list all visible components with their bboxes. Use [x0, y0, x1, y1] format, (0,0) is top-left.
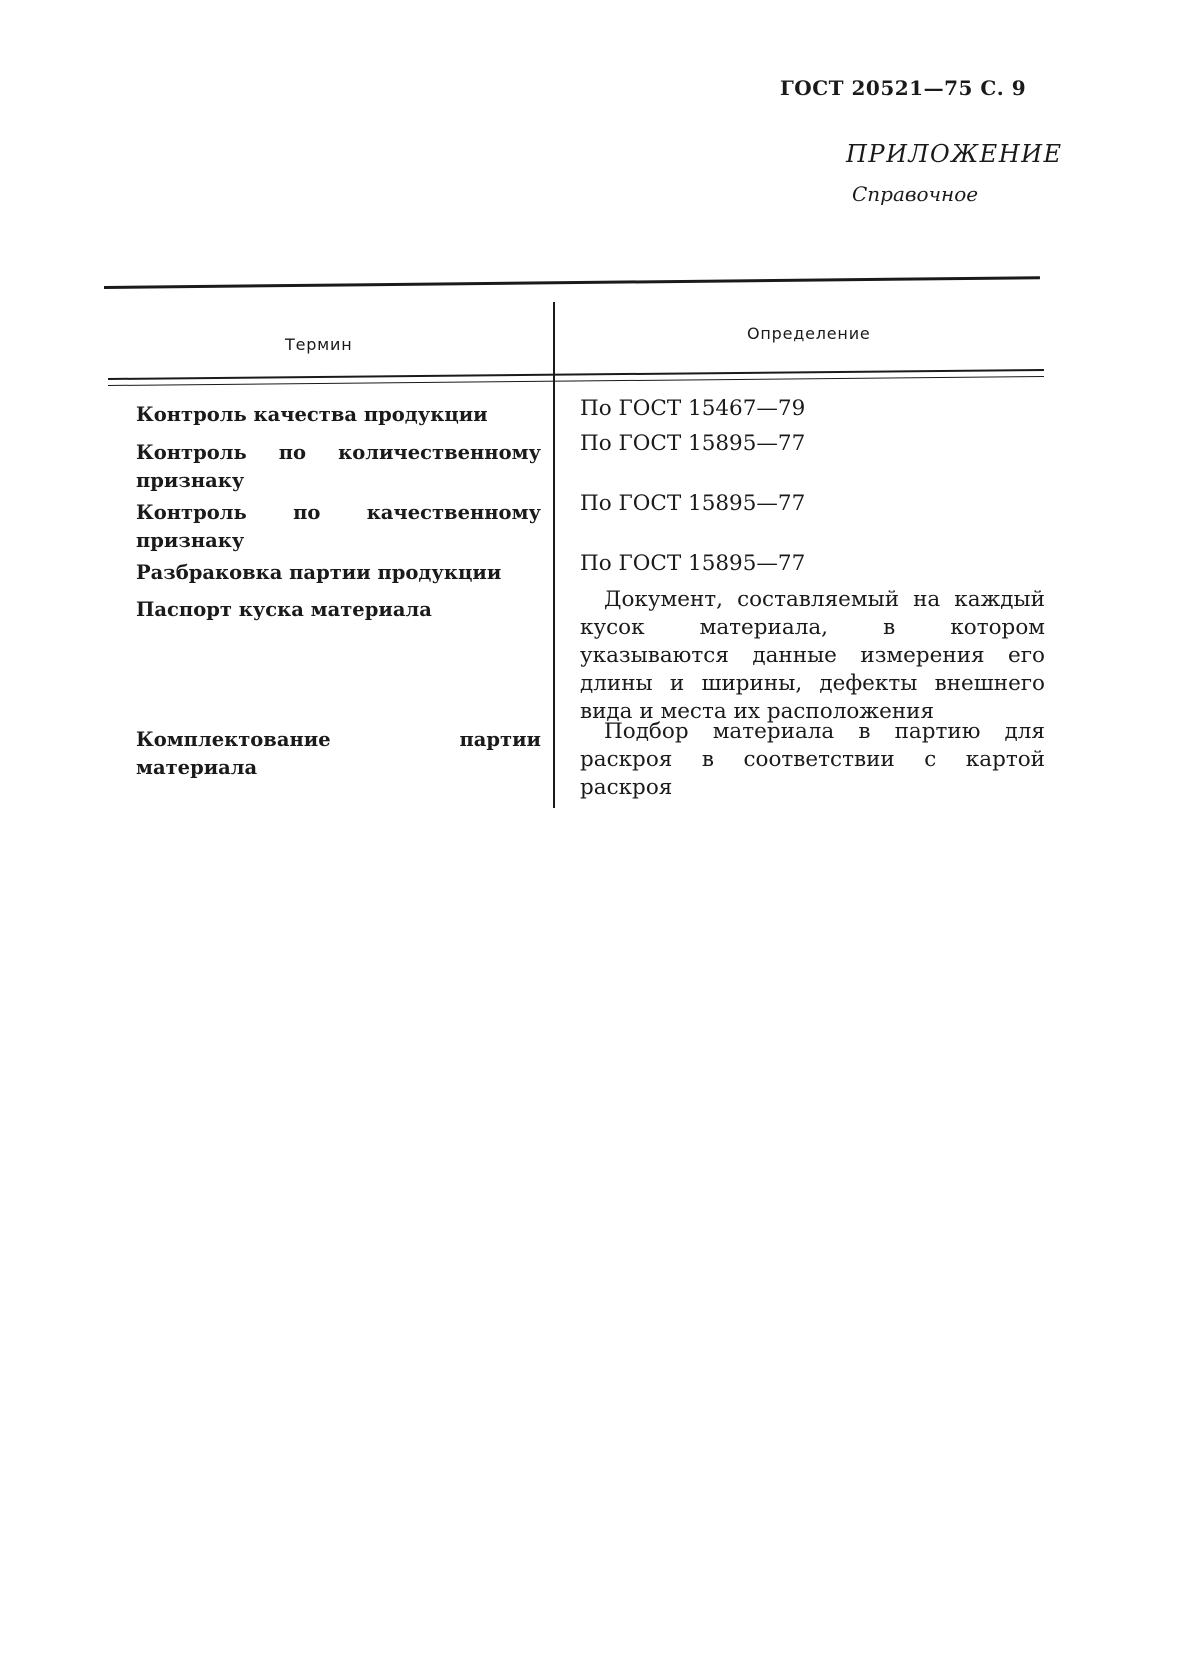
table-column-divider [553, 302, 555, 808]
definition-cell: Документ, составляемый на каждый кусок материала, в котором указываются данные измерения его длины и ширины, дефекты внешнего вида и места их расположения [580, 587, 1045, 724]
table-top-rule [104, 276, 1040, 289]
definition-cell: По ГОСТ 15467—79 [580, 396, 806, 421]
term-cell: Паспорт куска материала [136, 598, 432, 621]
term-cell: Контроль по количественному признаку [136, 441, 541, 492]
column-header-definition: Определение [747, 324, 871, 343]
appendix-subtitle: Справочное [852, 182, 979, 206]
term-cell: Контроль по качественному признаку [136, 501, 541, 552]
term-cell: Контроль качества продукции [136, 403, 488, 426]
term-cell: Разбраковка партии продукции [136, 561, 502, 584]
appendix-title: ПРИЛОЖЕНИЕ [846, 140, 1063, 168]
column-header-term: Термин [285, 335, 353, 354]
definition-cell: По ГОСТ 15895—77 [580, 551, 806, 576]
page-header: ГОСТ 20521—75 С. 9 [780, 76, 1027, 100]
term-cell: Комплектование партии материала [136, 728, 541, 779]
definition-cell: Подбор материала в партию для раскроя в соответствии с картой раскроя [580, 719, 1045, 800]
definition-cell: По ГОСТ 15895—77 [580, 491, 806, 516]
definition-cell: По ГОСТ 15895—77 [580, 431, 806, 456]
